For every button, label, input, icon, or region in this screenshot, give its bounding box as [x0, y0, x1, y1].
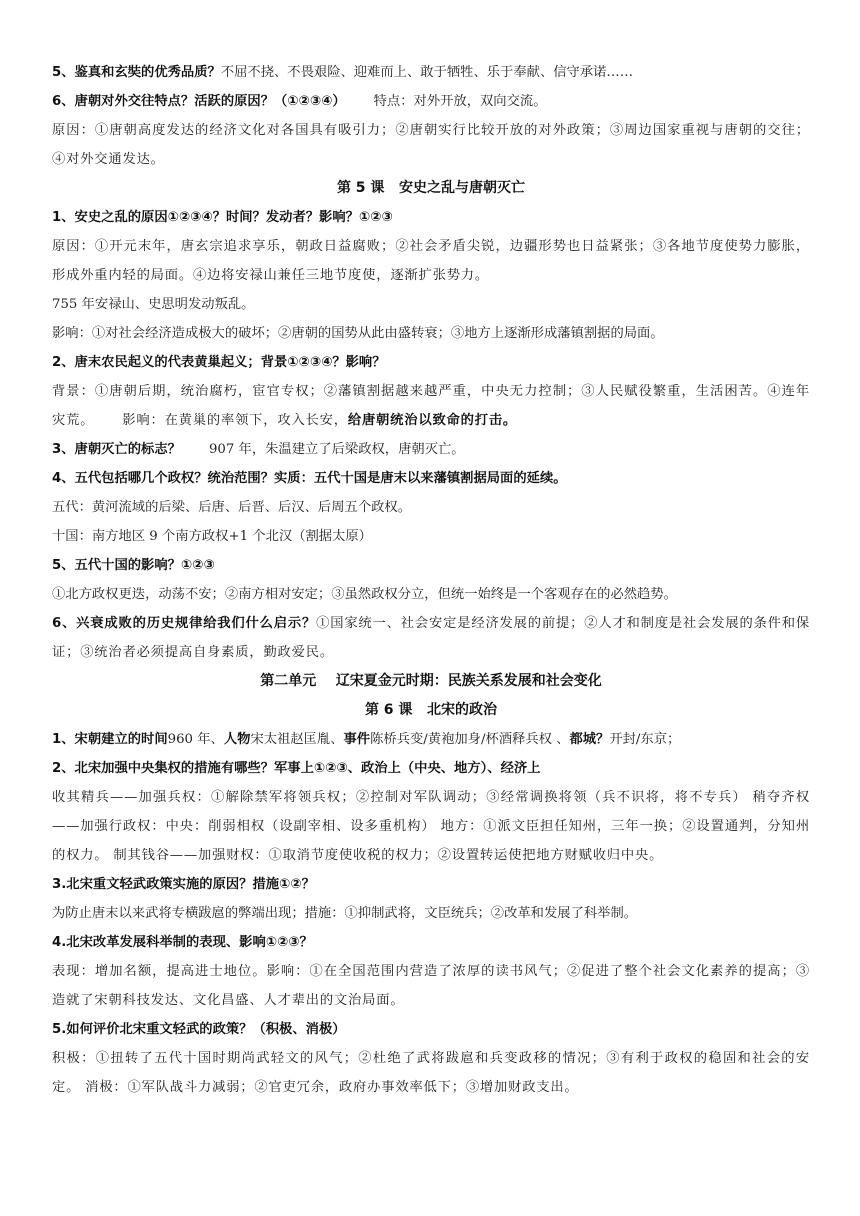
- question-line: 2、唐末农民起义的代表黄巢起义；背景①②③④？影响？: [52, 355, 386, 370]
- q6-tang-foreign-line: [52, 87, 810, 116]
- background-text: 背景：①唐朝后期，统治腐朽，宦官专权；②藩镇割据越来越严重，中央无力控制；③人民赋役繁重，生活困苦。④连年灾荒。: [52, 384, 810, 428]
- q6-lesson-line: [52, 609, 810, 667]
- answer-text: 开封/东京；: [609, 732, 681, 747]
- q1-song-founding-line: [52, 725, 810, 754]
- answer-text: 960 年、: [167, 732, 224, 747]
- question-text: 3、唐朝灭亡的标志？: [52, 442, 181, 457]
- answer-line: 为防止唐末以来武将专横跋扈的弊端出现；措施：①抑制武将，文臣统兵；②改革和发展了科举制。: [52, 906, 638, 921]
- question-text: 人物: [223, 732, 251, 747]
- question-text: 事件: [343, 732, 371, 747]
- answer-line: ①北方政权更迭，动荡不安；②南方相对安定；③虽然政权分立，但统一始终是一个客观存在的必然趋势。: [52, 587, 677, 602]
- question-text: 5、鉴真和玄奘的优秀品质？: [52, 65, 221, 80]
- question-text: 6、兴衰成败的历史规律给我们什么启示？: [52, 616, 317, 631]
- q4-five-dynasties-line: [52, 464, 810, 493]
- question-line: 1、安史之乱的原因①②③④？时间？发动者？影响？①②③: [52, 210, 393, 225]
- answer-line: 五代：黄河流域的后梁、后唐、后晋、后汉、后周五个政权。: [52, 500, 412, 515]
- answer-line: 影响：①对社会经济造成极大的破坏；②唐朝的国势从此由盛转衰；③地方上逐渐形成藩镇割据的局面。: [52, 326, 664, 341]
- question-line: 5.如何评价北宋重文轻武的政策？（积极、消极）: [52, 1022, 346, 1037]
- impact-text: 影响：在黄巢的率领下，攻入长安，: [122, 413, 348, 428]
- answer-text: 907 年，朱温建立了后梁政权，唐朝灭亡。: [208, 442, 465, 457]
- answer-paragraph: 表现：增加名额，提高进士地位。影响：①在全国范围内营造了浓厚的读书风气；②促进了整个社会文化素养的提高；③造就了宋朝科技发达、文化昌盛、人才辈出的文治局面。: [52, 964, 810, 1008]
- answer-paragraph: 收其精兵——加强兵权：①解除禁军将领兵权；②控制对军队调动；③经常调换将领（兵不识将，将不专兵） 稍夺齐权——加强行政权：中央：削弱相权（设副宰相、设多重机构） 地方：①派文臣担任知州，三年一换；②设置通判，分知州的权力。 制其钱谷——加强财权：①取消节度使收税的权力；②设置转运使把地方财赋收归中央。: [52, 790, 810, 863]
- answer-text: 五代十国是唐末以来藩镇割据局面的延续。: [313, 471, 567, 486]
- answer-line: 十国：南方地区 9 个南方政权+1 个北汉（割据太原）: [52, 529, 372, 544]
- question-text: 都城？: [569, 732, 610, 747]
- question-line: 3.北宋重文轻武政策实施的原因？措施①②？: [52, 877, 315, 892]
- question-text: 1、宋朝建立的时间: [52, 732, 168, 747]
- question-text: 4、五代包括哪几个政权？统治范围？实质：: [52, 471, 314, 486]
- answer-text: 不屈不挠、不畏艰险、迎难而上、敢于牺牲、乐于奉献、信守承诺……: [220, 65, 634, 80]
- answer-paragraph: 原因：①唐朝高度发达的经济文化对各国具有吸引力；②唐朝实行比较开放的对外政策；③周边国家重视与唐朝的交往；④对外交通发达。: [52, 123, 810, 167]
- question-line: 4.北宋改革发展科举制的表现、影响①②③？: [52, 935, 313, 950]
- question-line: 5、五代十国的影响？①②③: [52, 558, 215, 573]
- q5-jianzhen-line: [52, 58, 810, 87]
- question-line: 2、北宋加强中央集权的措施有哪些？军事上①②③、政治上（中央、地方）、经济上: [52, 761, 541, 776]
- answer-paragraph: 积极：①扭转了五代十国时期尚武轻文的风气；②杜绝了武将跋扈和兵变政移的情况；③有利于政权的稳固和社会的安定。 消极：①军队战斗力减弱；②官吏冗余，政府办事效率低下；③增加财政支出。: [52, 1051, 810, 1095]
- q3-tang-end-line: [52, 435, 810, 464]
- answer-text: ①国家统一、社会安定是经济发展的前提；②人才和制度是社会发展的条件和保证；③统治者必须提高自身素质，勤政爱民。: [52, 616, 810, 660]
- impact-emphasis: 给唐朝统治以致命的打击。: [347, 413, 518, 428]
- question-text: 6、唐朝对外交往特点？活跃的原因？（①②③④）: [52, 94, 346, 109]
- answer-text: 陈桥兵变/黄袍加身/杯酒释兵权 、: [370, 732, 570, 747]
- unit-2-heading: 第二单元 辽宋夏金元时期：民族关系发展和社会变化: [260, 673, 602, 689]
- answer-text: 特点：对外开放，双向交流。: [373, 94, 547, 109]
- answer-text: 宋太祖赵匡胤、: [250, 732, 344, 747]
- answer-paragraph: [52, 377, 810, 435]
- lesson-6-heading: 第 6 课 北宋的政治: [364, 702, 498, 718]
- answer-line: 755 年安禄山、史思明发动叛乱。: [52, 297, 255, 312]
- answer-paragraph: 原因：①开元末年，唐玄宗追求享乐，朝政日益腐败；②社会矛盾尖锐，边疆形势也日益紧张；③各地节度使势力膨胀，形成外重内轻的局面。④边将安禄山兼任三地节度使，逐渐扩张势力。: [52, 239, 810, 283]
- lesson-5-heading: 第 5 课 安史之乱与唐朝灭亡: [336, 180, 526, 196]
